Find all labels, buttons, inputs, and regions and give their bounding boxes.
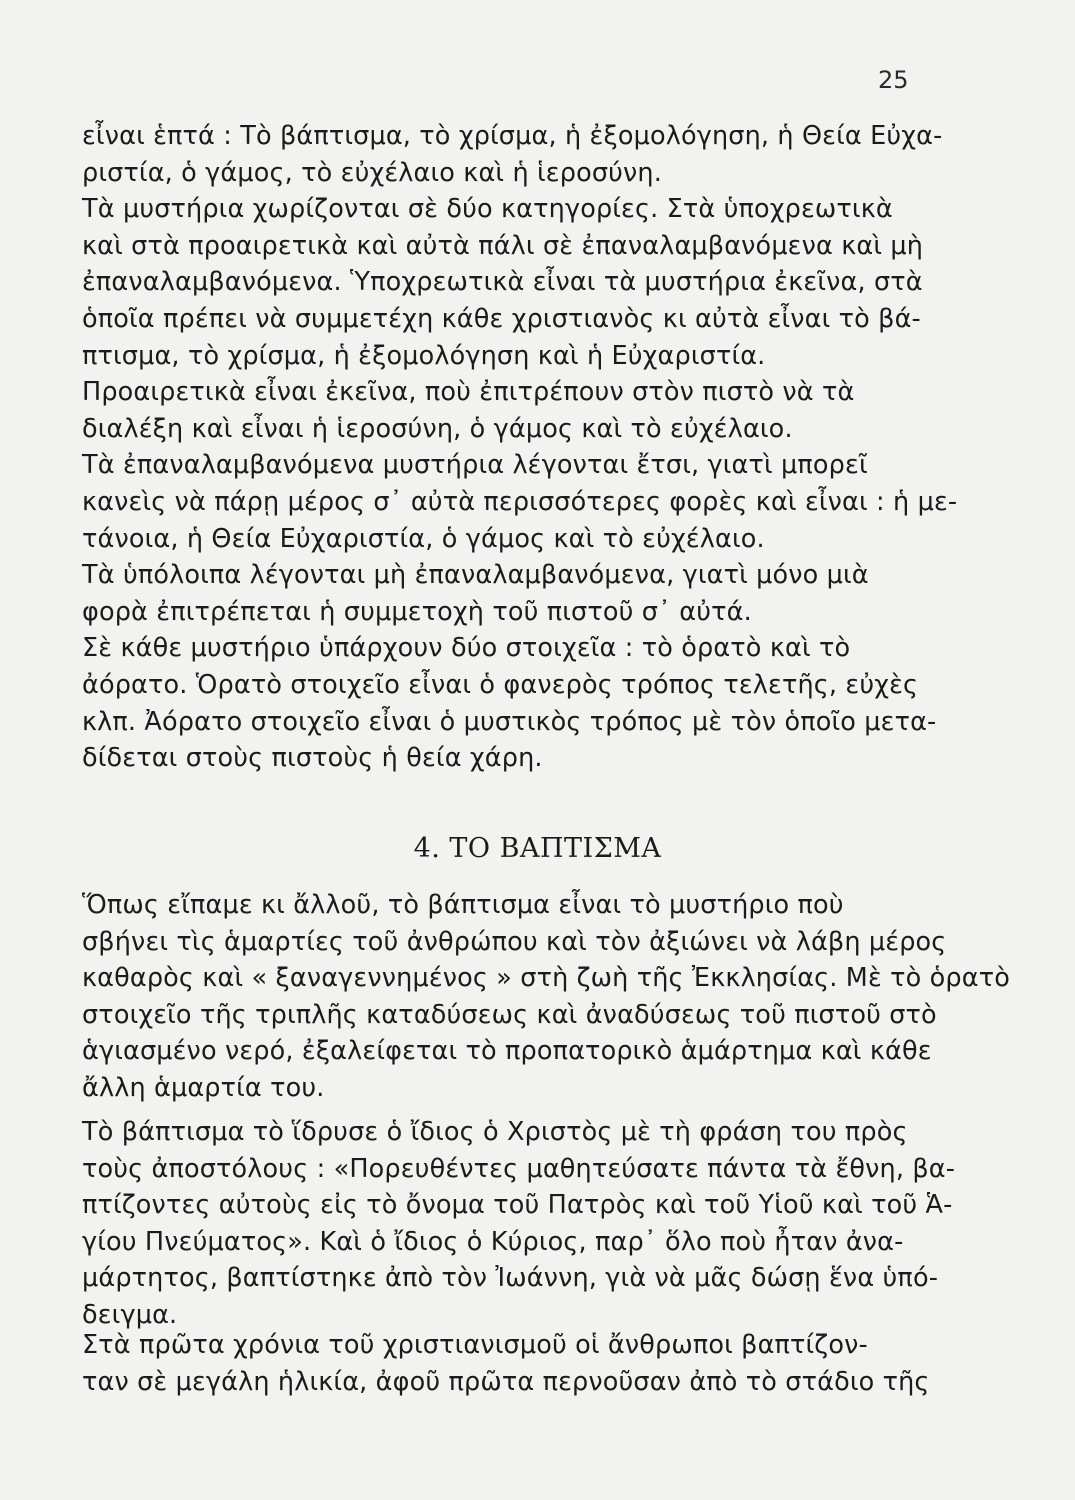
text-line: διαλέξη καὶ εἶναι ἡ ἱεροσύνη, ὁ γάμος καὶ τὸ εὐχέλαιο. [82,413,793,444]
text-line: ριστία, ὁ γάμος, τὸ εὐχέλαιο καὶ ἡ ἱεροσύνη. [82,157,663,188]
text-line: δειγμα. [82,1299,178,1330]
page-number: 25 [878,66,909,94]
text-line: γίου Πνεύματος». Καὶ ὁ ἴδιος ὁ Κύριος, παρ᾽ ὅλο ποὺ ἦταν ἀνα- [82,1226,904,1257]
text-line: Τὸ βάπτισμα τὸ ἵδρυσε ὁ ἴδιος ὁ Χριστὸς μὲ τὴ φράση του πρὸς [82,1117,908,1147]
text-line: ἁγιασμένο νερό, ἐξαλείφεται τὸ προπατορικὸ ἁμάρτημα καὶ κάθε [82,1036,932,1067]
text-line: τοὺς ἀποστόλους : «Πορευθέντες μαθητεύσατε πάντα τὰ ἔθνη, βα- [82,1153,956,1184]
text-block-sacraments [82,118,958,777]
text-line: πτισμα, τὸ χρίσμα, ἡ ἐξομολόγηση καὶ ἡ Εὐχαριστία. [82,340,766,371]
text-line: Τὰ ὑπόλοιπα λέγονται μὴ ἐπαναλαμβανόμενα, γιατὶ μόνο μιὰ [82,560,869,591]
text-line: ἀόρατο. Ὁρατὸ στοιχεῖο εἶναι ὁ φανερὸς τρόπος τελετῆς, εὐχὲς [82,669,919,700]
text-line: φορὰ ἐπιτρέπεται ἡ συμμετοχὴ τοῦ πιστοῦ σ᾽ αὐτά. [82,596,752,627]
text-line: ταν σὲ μεγάλη ἡλικία, ἀφοῦ πρῶτα περνοῦσαν ἀπὸ τὸ στάδιο τῆς [82,1366,930,1397]
section-heading: 4. ΤΟ ΒΑΠΤΙΣΜΑ [413,833,662,864]
text-line: κλπ. Ἀόρατο στοιχεῖο εἶναι ὁ μυστικὸς τρόπος μὲ τὸν ὁποῖο μετα- [82,706,937,737]
text-line: Ὅπως εἴπαμε κι ἄλλοῦ, τὸ βάπτισμα εἶναι τὸ μυστήριο ποὺ [82,890,844,920]
text-line: δίδεται στοὺς πιστοὺς ἡ θεία χάρη. [82,743,543,774]
text-line: Τὰ μυστήρια χωρίζονται σὲ δύο κατηγορίες. Στὰ ὑποχρεωτικὰ [82,194,893,225]
text-line: σβήνει τὶς ἁμαρτίες τοῦ ἀνθρώπου καὶ τὸν ἀξιώνει νὰ λάβη μέρος [82,926,947,957]
text-line: Προαιρετικὰ εἶναι ἐκεῖνα, ποὺ ἐπιτρέπουν στὸν πιστὸ νὰ τὰ [82,377,855,408]
paragraph-baptism-origin [82,1114,956,1334]
text-line: εἶναι ἑπτά : Τὸ βάπτισμα, τὸ χρίσμα, ἡ ἐξομολόγηση, ἡ Θεία Εὐχα- [82,121,943,151]
text-line: Τὰ ἐπαναλαμβανόμενα μυστήρια λέγονται ἔτσι, γιατὶ μπορεῖ [82,450,868,481]
text-line: ἐπαναλαμβανόμενα. Ὑποχρεωτικὰ εἶναι τὰ μυστήρια ἐκεῖνα, στὰ [82,267,923,298]
text-line: ὁποῖα πρέπει νὰ συμμετέχη κάθε χριστιανὸς κι αὐτὰ εἶναι τὸ βά- [82,303,921,334]
paragraph-baptism-definition [82,887,1010,1107]
text-line: καθαρὸς καὶ « ξαναγεννημένος » στὴ ζωὴ τῆς Ἐκκλησίας. Μὲ τὸ ὁρατὸ [82,963,1010,994]
paragraph-early-christianity [82,1327,930,1400]
text-line: Στὰ πρῶτα χρόνια τοῦ χριστιανισμοῦ οἱ ἄνθρωποι βαπτίζον- [82,1330,868,1360]
text-line: Σὲ κάθε μυστήριο ὑπάρχουν δύο στοιχεῖα : τὸ ὁρατὸ καὶ τὸ [82,633,851,664]
text-line: καὶ στὰ προαιρετικὰ καὶ αὐτὰ πάλι σὲ ἐπαναλαμβανόμενα καὶ μὴ [82,230,924,261]
text-line: τάνοια, ἡ Θεία Εὐχαριστία, ὁ γάμος καὶ τὸ εὐχέλαιο. [82,523,765,554]
text-line: στοιχεῖο τῆς τριπλῆς καταδύσεως καὶ ἀναδύσεως τοῦ πιστοῦ στὸ [82,999,937,1030]
text-line: ἄλλη ἁμαρτία του. [82,1072,325,1103]
text-line: πτίζοντες αὐτοὺς εἰς τὸ ὄνομα τοῦ Πατρὸς καὶ τοῦ Υἱοῦ καὶ τοῦ Ἁ- [82,1190,953,1221]
text-line: μάρτητος, βαπτίστηκε ἀπὸ τὸν Ἰωάννη, γιὰ νὰ μᾶς δώσῃ ἕνα ὑπό- [82,1263,939,1294]
text-line: κανεὶς νὰ πάρῃ μέρος σ᾽ αὐτὰ περισσότερες φορὲς καὶ εἶναι : ἡ με- [82,486,958,517]
